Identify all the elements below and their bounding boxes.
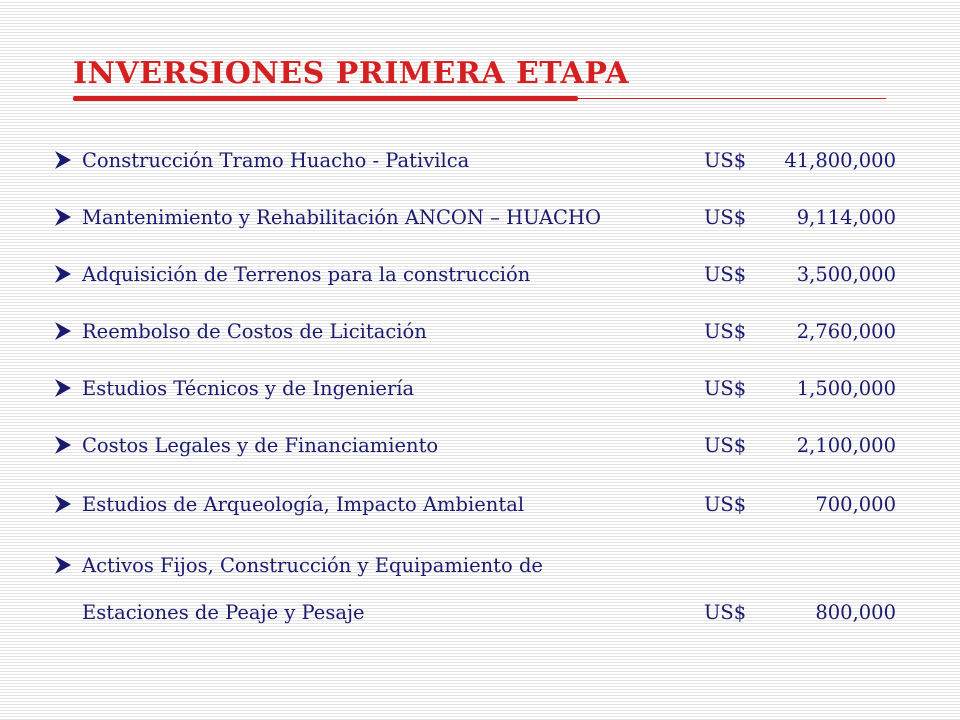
item-label: Costos Legales y de Financiamiento xyxy=(82,434,439,457)
item-amount: 800,000 xyxy=(815,601,896,624)
item-currency: US$ xyxy=(704,263,747,286)
arrowhead-bullet-icon xyxy=(54,555,72,575)
item-label-continuation: Estaciones de Peaje y Pesaje xyxy=(82,601,365,624)
item-amount: 1,500,000 xyxy=(796,377,896,400)
item-amount: 9,114,000 xyxy=(796,206,896,229)
arrowhead-bullet-icon xyxy=(54,207,72,227)
item-currency: US$ xyxy=(704,434,747,457)
item-label: Construcción Tramo Huacho - Pativilca xyxy=(82,149,470,172)
arrowhead-bullet-icon xyxy=(54,378,72,398)
item-currency: US$ xyxy=(704,149,747,172)
item-currency: US$ xyxy=(704,493,747,516)
item-currency: US$ xyxy=(704,206,747,229)
item-label: Estudios Técnicos y de Ingeniería xyxy=(82,377,415,400)
item-amount: 2,760,000 xyxy=(796,320,896,343)
item-label: Activos Fijos, Construcción y Equipamiento de xyxy=(82,554,543,577)
item-amount: 3,500,000 xyxy=(796,263,896,286)
item-currency: US$ xyxy=(704,601,747,624)
item-label: Reembolso de Costos de Licitación xyxy=(82,320,427,343)
item-label: Adquisición de Terrenos para la construcción xyxy=(82,263,531,286)
arrowhead-bullet-icon xyxy=(54,264,72,284)
item-currency: US$ xyxy=(704,320,747,343)
item-label: Estudios de Arqueología, Impacto Ambiental xyxy=(82,493,525,516)
arrowhead-bullet-icon xyxy=(54,150,72,170)
arrowhead-bullet-icon xyxy=(54,494,72,514)
item-amount: 41,800,000 xyxy=(784,149,896,172)
slide-title: INVERSIONES PRIMERA ETAPA xyxy=(73,56,629,91)
arrowhead-bullet-icon xyxy=(54,435,72,455)
item-amount: 2,100,000 xyxy=(796,434,896,457)
item-amount: 700,000 xyxy=(815,493,896,516)
item-currency: US$ xyxy=(704,377,747,400)
arrowhead-bullet-icon xyxy=(54,321,72,341)
item-label: Mantenimiento y Rehabilitación ANCON – HUACHO xyxy=(82,206,601,229)
